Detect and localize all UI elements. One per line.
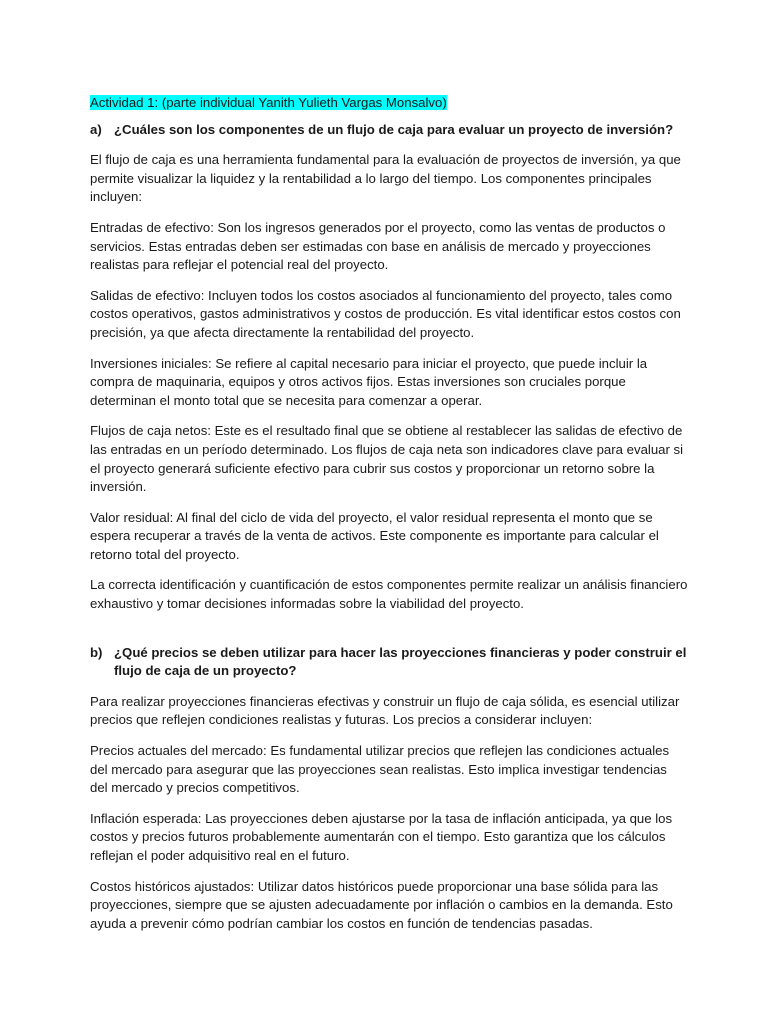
document-title (90, 94, 688, 113)
question-b-letter: b) (90, 644, 103, 660)
paragraph-conclusion-a: La correcta identificación y cuantificación de estos componentes permite realizar un análisis financiero exhaustivo y tomar decisiones informadas sobre la viabilidad del proyecto. (90, 577, 688, 612)
question-a-letter: a) (90, 121, 102, 137)
paragraph-flujos-netos: Flujos de caja netos: Este es el resultado final que se obtiene al restablecer las salidas de efectivo de las entradas en un período determinado. Los flujos de caja neta son indicadores clave para evaluar si el proyecto generará suficiente efectivo para cubrir sus costos y proporcionar un retorno sobre la inversión. (90, 423, 684, 495)
section-spacer (90, 626, 688, 644)
question-a-text: ¿Cuáles son los componentes de un flujo de caja para evaluar un proyecto de inversión? (114, 121, 674, 137)
paragraph-inflacion: Inflación esperada: Las proyecciones deben ajustarse por la tasa de inflación anticipada, ya que los costos y precios futuros probablemente aumentarán con el tiempo. Esto garantiza que los cálculos reflejan el poder adquisitivo real en el futuro. (90, 810, 673, 863)
question-b (90, 644, 688, 681)
paragraph-precios-actuales: Precios actuales del mercado: Es fundamental utilizar precios que reflejen las condiciones actuales del mercado para asegurar que las proyecciones sean realistas. Esto implica investigar tendencias del mercado y precios competitivos. (90, 743, 670, 796)
highlighted-title-text: Actividad 1: (parte individual Yanith Yulieth Vargas Monsalvo) (90, 95, 447, 110)
paragraph-costos-historicos: Costos históricos ajustados: Utilizar datos históricos puede proporcionar una base sólida para las proyecciones, siempre que se ajusten adecuadamente por inflación o cambios en la demanda. Esto ayuda a prevenir cómo podrían cambiar los costos en función de tendencias pasadas. (90, 878, 673, 931)
paragraph-valor-residual: Valor residual: Al final del ciclo de vida del proyecto, el valor residual representa el monto que se espera recuperar a través de la venta de activos. Este componente es importante para calcular el retorno total del proyecto. (90, 509, 659, 562)
paragraph-intro-a: El flujo de caja es una herramienta fundamental para la evaluación de proyectos de inversión, ya que permite visualizar la liquidez y la rentabilidad a lo largo del tiempo. Los componentes principales incluyen: (90, 152, 681, 205)
question-a (90, 121, 688, 140)
paragraph-intro-b: Para realizar proyecciones financieras efectivas y construir un flujo de caja sólida, es esencial utilizar precios que reflejen condiciones realistas y futuras. Los precios a considerar incluyen: (90, 693, 680, 728)
paragraph-salidas: Salidas de efectivo: Incluyen todos los costos asociados al funcionamiento del proyecto, tales como costos operativos, gastos administrativos y costos de producción. Es vital identificar estos costos con precisión, ya que afecta directamente la rentabilidad del proyecto. (90, 287, 681, 340)
paragraph-inversiones: Inversiones iniciales: Se refiere al capital necesario para iniciar el proyecto, que puede incluir la compra de maquinaria, equipos y otros activos fijos. Estas inversiones son cruciales porque determinan el monto total que se necesita para comenzar a operar. (90, 355, 648, 408)
paragraph-entradas: Entradas de efectivo: Son los ingresos generados por el proyecto, como las ventas de productos o servicios. Estas entradas deben ser estimadas con base en análisis de mercado y proyecciones realistas para reflejar el potencial real del proyecto. (90, 219, 666, 273)
question-b-text: ¿Qué precios se deben utilizar para hacer las proyecciones financieras y poder construir el flujo de caja de un proyecto? (114, 644, 687, 679)
